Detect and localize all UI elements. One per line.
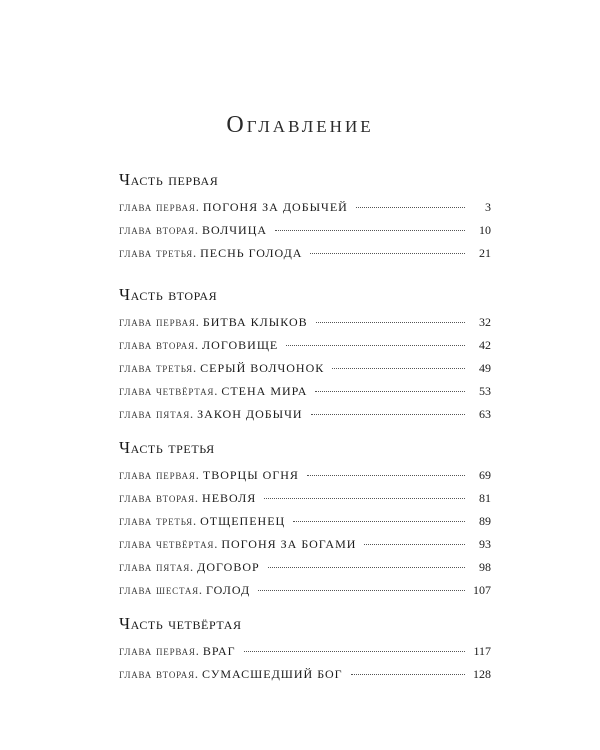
dot-leader (351, 673, 465, 675)
dot-leader (286, 344, 465, 346)
chapter-name: ОТЩЕПЕНЕЦ (200, 514, 286, 528)
dot-leader (307, 474, 465, 476)
toc-entry[interactable]: глава пятая . ДОГОВОР 98 (119, 556, 491, 579)
part-title: Часть вторая (119, 285, 218, 304)
page-number: 21 (479, 246, 491, 260)
chapter-name: ДОГОВОР (197, 560, 260, 574)
toc-entry[interactable]: глава первая . ВРАГ 117 (119, 640, 491, 663)
dot-leader (244, 650, 465, 652)
page-number: 117 (473, 644, 491, 658)
chapter-label: глава шестая (119, 583, 199, 597)
chapter-name: НЕВОЛЯ (202, 491, 257, 505)
toc-entry[interactable]: глава вторая . ВОЛЧИЦА 10 (119, 219, 491, 242)
page-number: 53 (479, 384, 491, 398)
toc-entry[interactable]: глава третья . ПЕСНЬ ГОЛОДА 21 (119, 242, 491, 265)
part-4 (119, 612, 491, 686)
toc-entry[interactable]: глава третья . СЕРЫЙ ВОЛЧОНОК 49 (119, 357, 491, 380)
page-number: 32 (479, 315, 491, 329)
dot-leader (316, 321, 465, 323)
chapter-name: ЛОГОВИЩЕ (202, 338, 279, 352)
chapter-label: глава пятая (119, 560, 191, 574)
chapter-label: глава четвёртая (119, 384, 215, 398)
chapter-name: ТВОРЦЫ ОГНЯ (202, 468, 299, 482)
toc-entry[interactable]: глава третья . ОТЩЕПЕНЕЦ 89 (119, 510, 491, 533)
toc-entry[interactable]: глава первая . ТВОРЦЫ ОГНЯ 69 (119, 464, 491, 487)
toc-entry[interactable]: глава шестая . ГОЛОД 107 (119, 579, 491, 602)
page-number: 69 (479, 468, 491, 482)
chapter-name: ПЕСНЬ ГОЛОДА (200, 246, 303, 260)
chapter-label: глава вторая (119, 667, 195, 681)
dot-leader (268, 566, 465, 568)
chapter-name: ВРАГ (202, 644, 236, 658)
chapter-name: СТЕНА МИРА (221, 384, 308, 398)
part-title: Часть четвёртая (119, 614, 242, 633)
dot-leader (315, 390, 465, 392)
dot-leader (310, 252, 465, 254)
chapter-label: глава первая (119, 468, 196, 482)
chapter-label: глава вторая (119, 491, 195, 505)
page-number: 89 (479, 514, 491, 528)
part-title: Часть первая (119, 170, 219, 189)
page-number: 49 (479, 361, 491, 375)
page-number: 98 (479, 560, 491, 574)
toc-entry[interactable]: глава первая . БИТВА КЛЫКОВ 32 (119, 311, 491, 334)
page-number: 3 (485, 200, 491, 214)
dot-leader (332, 367, 465, 369)
dot-leader (258, 589, 465, 591)
toc-entry[interactable]: глава вторая . ЛОГОВИЩЕ 42 (119, 334, 491, 357)
chapter-label: глава первая (119, 200, 196, 214)
page-number: 10 (479, 223, 491, 237)
dot-leader (264, 497, 465, 499)
dot-leader (311, 413, 465, 415)
part-title: Часть третья (119, 438, 215, 457)
chapter-name: СУМАСШЕДШИЙ БОГ (202, 667, 343, 681)
page-number: 93 (479, 537, 491, 551)
chapter-name: ЗАКОН ДОБЫЧИ (197, 407, 303, 421)
chapter-name: БИТВА КЛЫКОВ (202, 315, 308, 329)
dot-leader (293, 520, 465, 522)
toc-entry[interactable]: глава пятая . ЗАКОН ДОБЫЧИ 63 (119, 403, 491, 426)
chapter-name: ГОЛОД (206, 583, 251, 597)
page-number: 107 (473, 583, 491, 597)
chapter-name: СЕРЫЙ ВОЛЧОНОК (200, 361, 325, 375)
dot-leader (356, 206, 465, 208)
chapter-name: ПОГОНЯ ЗА БОГАМИ (221, 537, 357, 551)
chapter-name: ПОГОНЯ ЗА ДОБЫЧЕЙ (202, 200, 348, 214)
part-1 (119, 168, 491, 265)
chapter-label: глава первая (119, 644, 196, 658)
chapter-name: ВОЛЧИЦА (202, 223, 268, 237)
chapter-label: глава третья (119, 361, 193, 375)
chapter-label: глава четвёртая (119, 537, 215, 551)
toc-entry[interactable]: глава вторая . СУМАСШЕДШИЙ БОГ 128 (119, 663, 491, 686)
part-2 (119, 283, 491, 426)
toc-entry[interactable]: глава четвёртая . СТЕНА МИРА 53 (119, 380, 491, 403)
chapter-label: глава третья (119, 246, 193, 260)
toc-entry[interactable]: глава вторая . НЕВОЛЯ 81 (119, 487, 491, 510)
chapter-label: глава вторая (119, 338, 195, 352)
toc-entry[interactable]: глава четвёртая . ПОГОНЯ ЗА БОГАМИ 93 (119, 533, 491, 556)
page-number: 81 (479, 491, 491, 505)
dot-leader (364, 543, 465, 545)
page-number: 42 (479, 338, 491, 352)
chapter-label: глава вторая (119, 223, 195, 237)
page-number: 128 (473, 667, 491, 681)
toc-title: Оглавление (226, 112, 374, 138)
chapter-label: глава пятая (119, 407, 191, 421)
part-3 (119, 436, 491, 602)
chapter-label: глава первая (119, 315, 196, 329)
dot-leader (275, 229, 465, 231)
page-number: 63 (479, 407, 491, 421)
toc-entry[interactable]: глава первая . ПОГОНЯ ЗА ДОБЫЧЕЙ 3 (119, 196, 491, 219)
chapter-label: глава третья (119, 514, 193, 528)
